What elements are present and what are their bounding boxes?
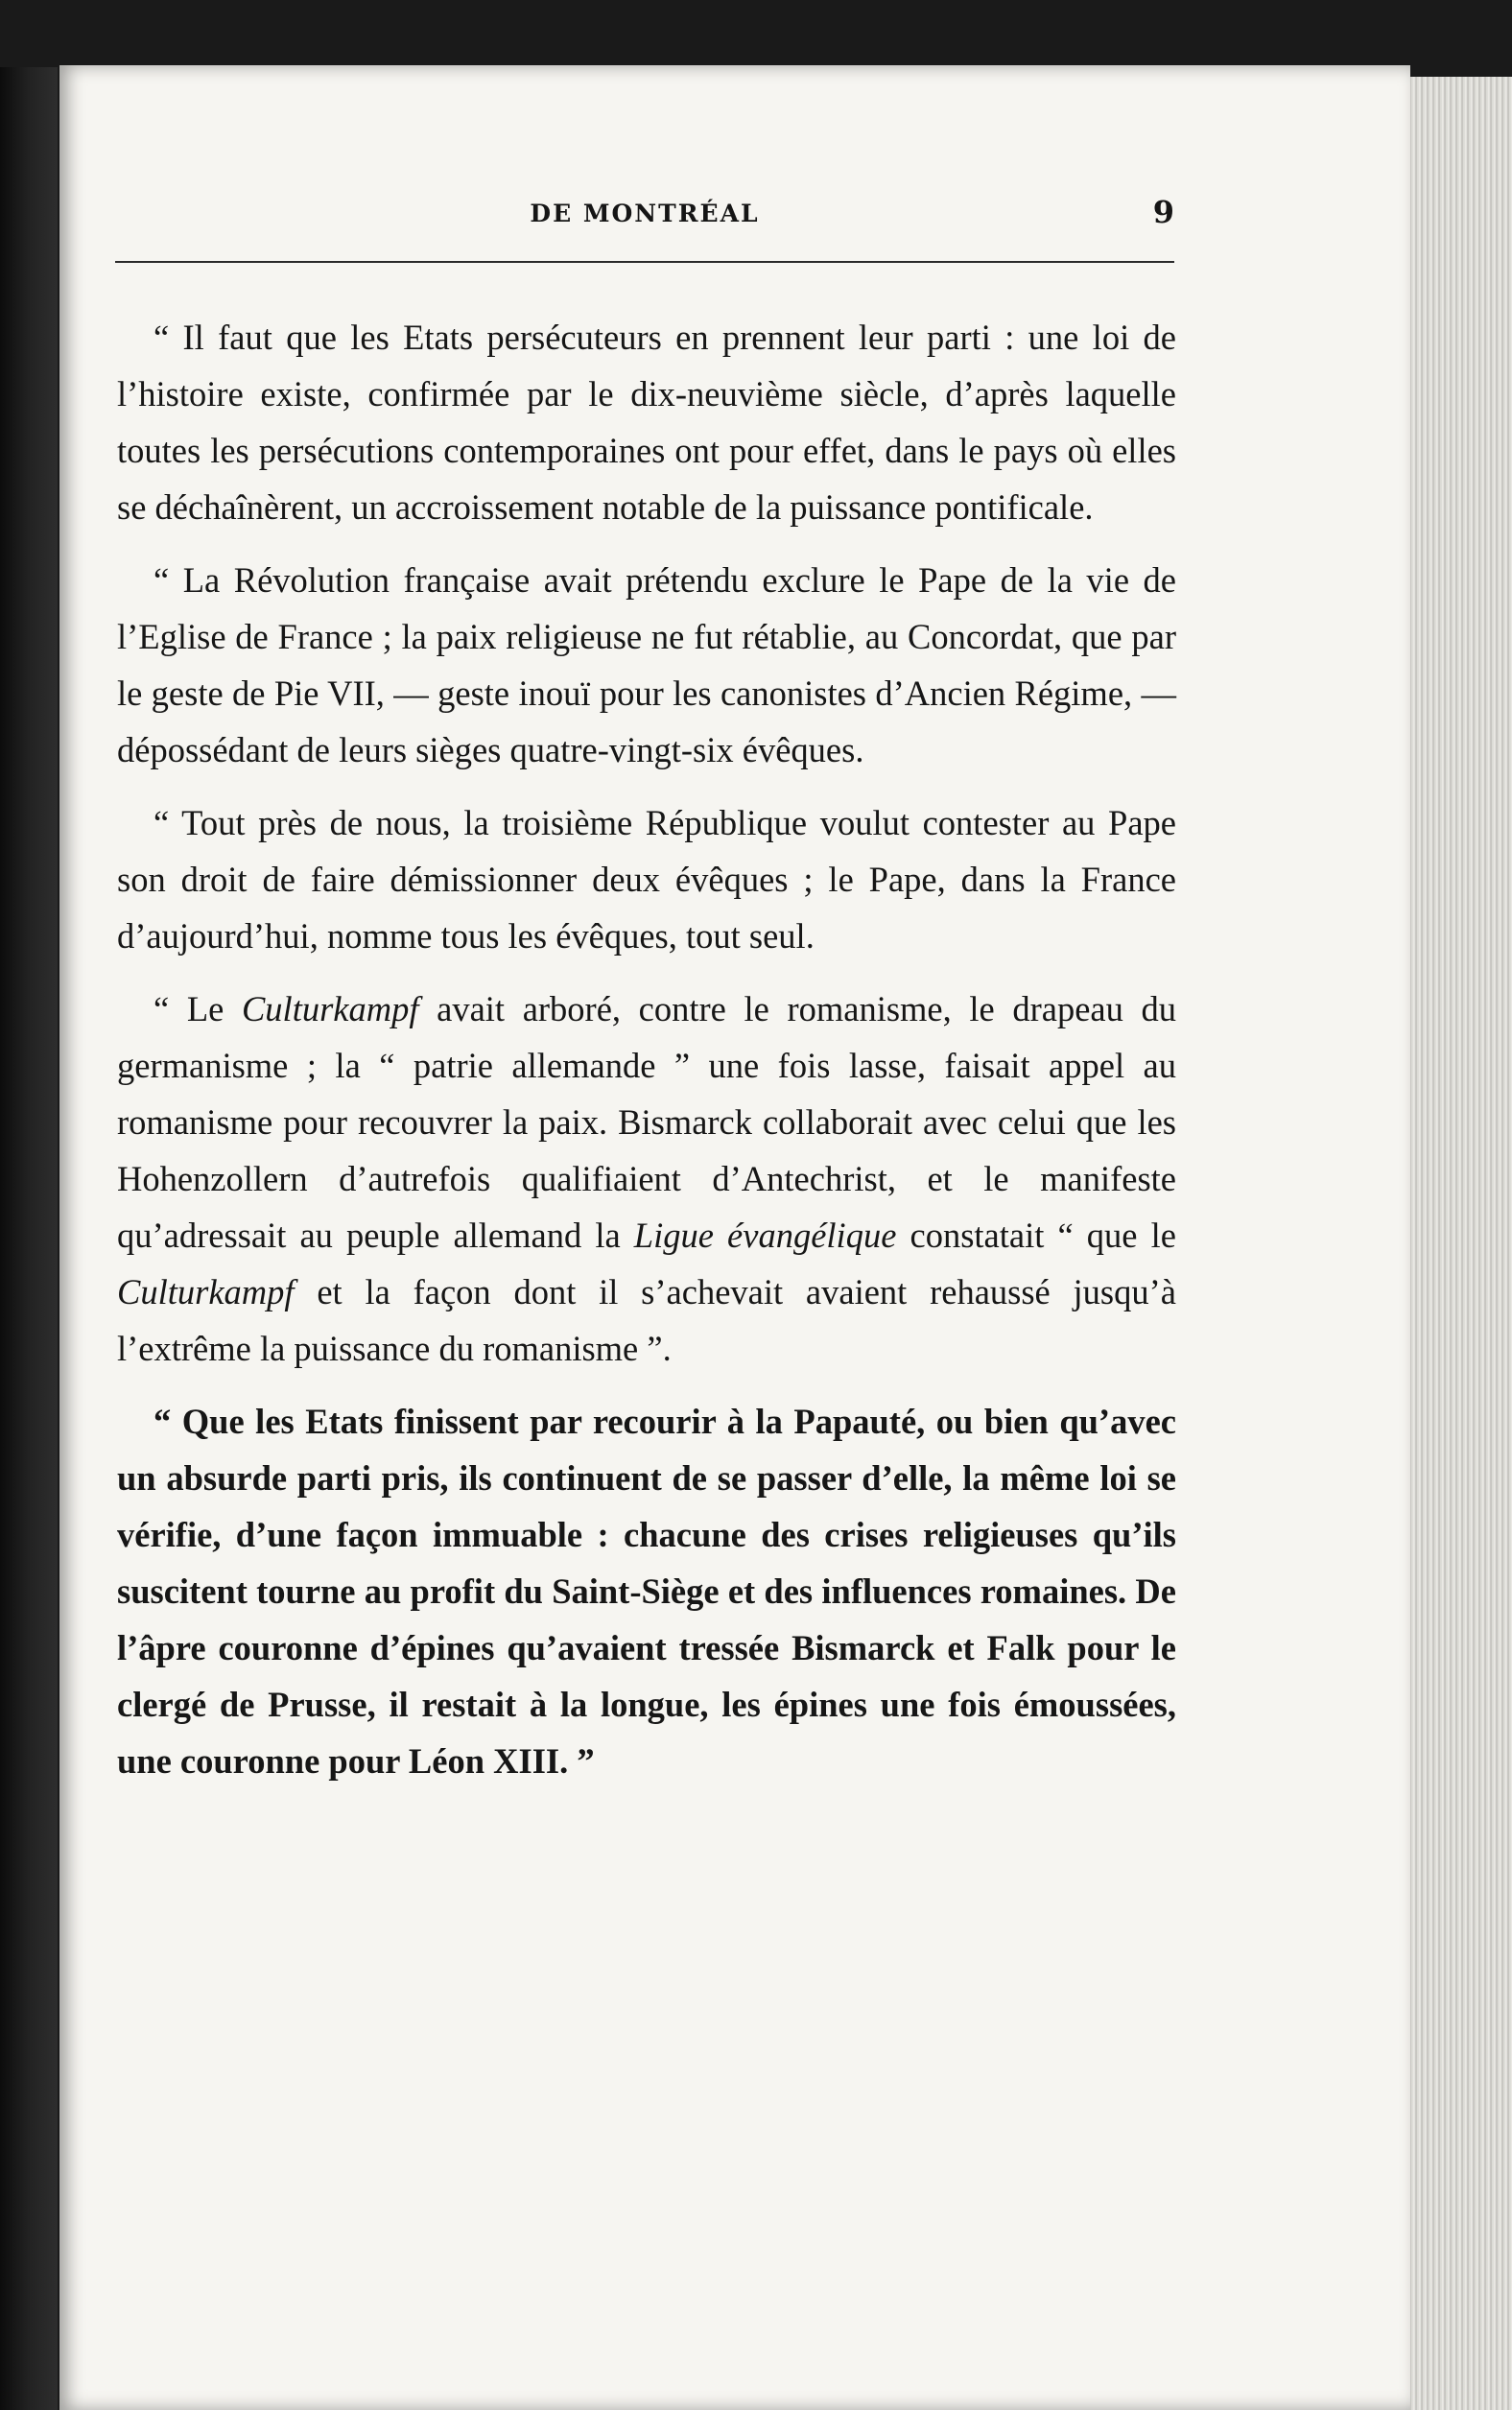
italic-ligue-evangelique: Ligue évangélique <box>633 1216 897 1255</box>
paragraph-4-text: constatait “ que le <box>896 1216 1176 1255</box>
paragraph-4-text: “ Le <box>154 989 242 1028</box>
running-title: DE MONTRÉAL <box>530 200 760 227</box>
binding-shadow <box>0 67 58 2410</box>
paragraph-3: “ Tout près de nous, la troisième République voulut contester au Pape son droit de faire démissionner deux évêques ; le Pape, dans la France d’aujourd’hui, nomme tous les évêques, tout seul. <box>117 803 1176 956</box>
body-text <box>117 309 1176 1806</box>
page-number: 9 <box>1152 194 1174 230</box>
paragraph-2: “ La Révolution française avait prétendu exclure le Pape de la vie de l’Eglise de France ; la paix religieuse ne fut rétablie, au Concordat, que par le geste de Pie VII, — geste inouï pour les canonistes d’Ancien Régime, — dépossédant de leurs sièges quatre-vingt-six évêques. <box>117 560 1176 769</box>
italic-culturkampf: Culturkampf <box>241 989 419 1028</box>
page-edges <box>1401 77 1512 2410</box>
paragraph-4 <box>117 981 1176 1377</box>
page-header <box>115 194 1174 257</box>
italic-culturkampf: Culturkampf <box>117 1272 295 1311</box>
paragraph-5: “ Que les Etats finissent par recourir à la Papauté, ou bien qu’avec un absurde parti pris, ils continuent de se passer d’elle, la même loi se vérifie, d’une façon immuable : chacune des crises religieuses qu’ils suscitent tourne au profit du Saint-Siège et des influences romaines. De l’âpre couronne d’épines qu’avaient tressée Bismarck et Falk pour le clergé de Prusse, il restait à la longue, les épines une fois émoussées, une couronne pour Léon XIII. ” <box>117 1402 1176 1781</box>
paragraph-1: “ Il faut que les Etats persécuteurs en prennent leur parti : une loi de l’histoire existe, confirmée par le dix-neuvième siècle, d’après laquelle toutes les persécutions contemporaines ont pour effet, dans le pays où elles se déchaînèrent, un accroissement notable de la puissance pontificale. <box>117 318 1176 527</box>
header-rule <box>115 261 1174 263</box>
paragraph-4-text: et la façon dont il s’achevait avaient rehaussé jusqu’à l’extrême la puissance du romanisme ”. <box>117 1272 1176 1368</box>
paragraph-4-text: avait arboré, contre le romanisme, le drapeau du germanisme ; la “ patrie allemande ” une fois lasse, faisait appel au romanisme pour recouvrer la paix. Bismarck collaborait avec celui que les Hohenzollern d’autrefois qualifiaient d’Antechrist, et le manifeste qu’adressait au peuple allemand la <box>117 989 1176 1255</box>
